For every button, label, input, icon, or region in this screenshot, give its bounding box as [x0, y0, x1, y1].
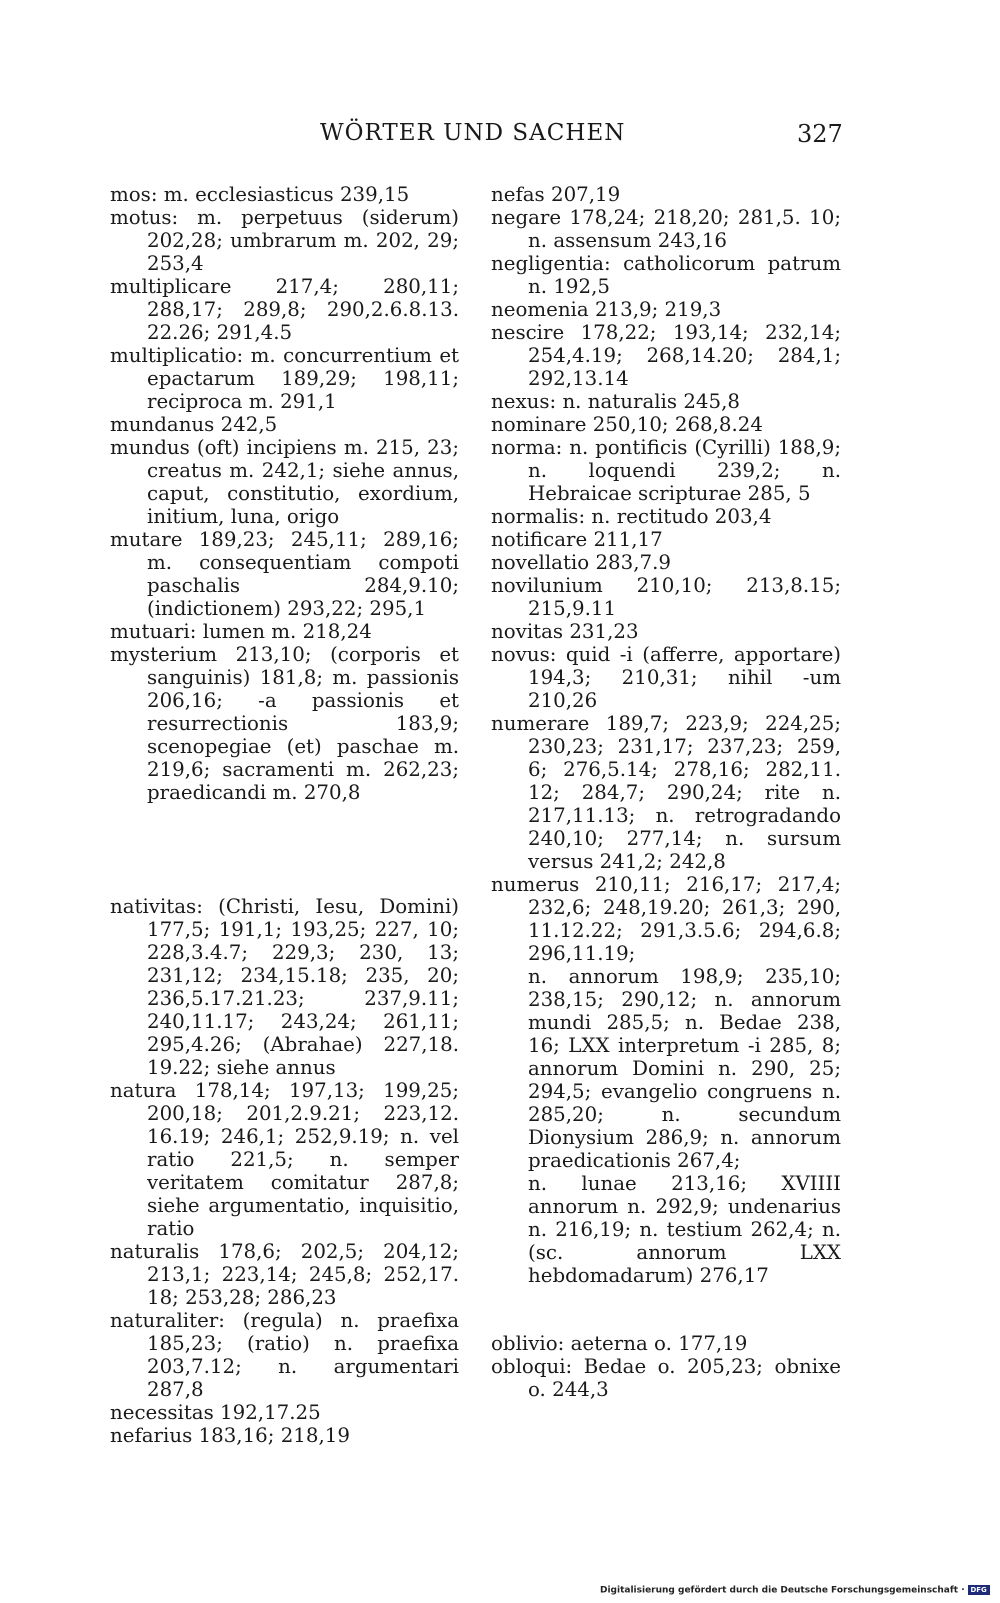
index-entry: mundus (oft) incipiens m. 215, 23; creatus m. 242,1; siehe annus, caput, constitutio, exordium, initium, luna, origo — [110, 436, 459, 528]
section-gap — [491, 1287, 841, 1332]
index-entry: novitas 231,23 — [491, 620, 639, 643]
index-entry: nefarius 183,16; 218,19 — [110, 1424, 350, 1447]
index-entry: novellatio 283,7.9 — [491, 551, 671, 574]
index-entry: negligentia: catholicorum patrum n. 192,5 — [491, 252, 841, 298]
index-entry: mutare 189,23; 245,11; 289,16; m. consequentiam compoti paschalis 284,9.10; (indictionem) 293,22; 295,1 — [110, 528, 459, 620]
index-entry: natura 178,14; 197,13; 199,25; 200,18; 201,2.9.21; 223,12. 16.19; 246,1; 252,9.19; n. vel ratio 221,5; n. semper veritatem comitatur 287,8; siehe argumentatio, inquisitio, ratio — [110, 1079, 459, 1240]
index-entry: nativitas: (Christi, Iesu, Domini) 177,5; 191,1; 193,25; 227, 10; 228,3.4.7; 229,3; 230, 13; 231,12; 234,15.18; 235, 20; 236,5.17.21.23; 237,9.11; 240,11.17; 243,24; 261,11; 295,4.26; (Abrahae) 227,18. 19.22; siehe annus — [110, 895, 459, 1079]
index-entry: nescire 178,22; 193,14; 232,14; 254,4.19; 268,14.20; 284,1; 292,13.14 — [491, 321, 841, 390]
index-entry: normalis: n. rectitudo 203,4 — [491, 505, 772, 528]
index-entry: numerus 210,11; 216,17; 217,4; 232,6; 248,19.20; 261,3; 290, 11.12.22; 291,3.5.6; 294,6.8; 296,11.19; — [491, 873, 841, 965]
digitization-footer — [600, 1585, 990, 1596]
index-entry: negare 178,24; 218,20; 281,5. 10; n. assensum 243,16 — [491, 206, 841, 252]
index-entry: numerare 189,7; 223,9; 224,25; 230,23; 231,17; 237,23; 259, 6; 276,5.14; 278,16; 282,11. 12; 284,7; 290,24; rite n. 217,11.13; n. retrogradando 240,10; 277,14; n. sursum versus 241,2; 242,8 — [491, 712, 841, 873]
index-entry: naturalis 178,6; 202,5; 204,12; 213,1; 223,14; 245,8; 252,17. 18; 253,28; 286,23 — [110, 1240, 459, 1309]
index-entry: novus: quid -i (afferre, apportare) 194,3; 210,31; nihil -um 210,26 — [491, 643, 841, 712]
index-entry: obloqui: Bedae o. 205,23; obnixe o. 244,3 — [491, 1355, 841, 1401]
index-entry: multiplicatio: m. concurrentium et epactarum 189,29; 198,11; reciproca m. 291,1 — [110, 344, 459, 413]
index-entry: nominare 250,10; 268,8.24 — [491, 413, 763, 436]
index-entry: neomenia 213,9; 219,3 — [491, 298, 722, 321]
section-gap — [110, 804, 459, 895]
index-entry: nefas 207,19 — [491, 183, 621, 206]
index-column-right — [491, 183, 841, 1401]
index-entry: norma: n. pontificis (Cyrilli) 188,9; n. loquendi 239,2; n. Hebraicae scripturae 285, 5 — [491, 436, 841, 505]
index-entry: naturaliter: (regula) n. praefixa 185,23; (ratio) n. praefixa 203,7.12; n. argumentari 287,8 — [110, 1309, 459, 1401]
index-subentry: n. annorum 198,9; 235,10; 238,15; 290,12; n. annorum mundi 285,5; n. Bedae 238, 16; LXX interpretum -i 285, 8; annorum Domini n. 290, 25; 294,5; evangelio congruens n. 285,20; n. secundum Dionysium 286,9; n. annorum praedicationis 267,4; — [528, 965, 841, 1172]
index-entry: multiplicare 217,4; 280,11; 288,17; 289,8; 290,2.6.8.13. 22.26; 291,4.5 — [110, 275, 459, 344]
index-entry: novilunium 210,10; 213,8.15; 215,9.11 — [491, 574, 841, 620]
index-entry: mysterium 213,10; (corporis et sanguinis) 181,8; m. passionis 206,16; -a passionis et resurrectionis 183,9; scenopegiae (et) paschae m. 219,6; sacramenti m. 262,23; praedicandi m. 270,8 — [110, 643, 459, 804]
index-column-left — [110, 183, 459, 1447]
index-entry: mutuari: lumen m. 218,24 — [110, 620, 372, 643]
index-subentry: n. lunae 213,16; XVIIII annorum n. 292,9; undenarius n. 216,19; n. testium 262,4; n. (sc. annorum LXX hebdomadarum) 276,17 — [528, 1172, 841, 1287]
index-entry: motus: m. perpetuus (siderum) 202,28; umbrarum m. 202, 29; 253,4 — [110, 206, 459, 275]
footer-text: Digitalisierung gefördert durch die Deutsche Forschungsgemeinschaft · — [600, 1585, 965, 1596]
index-entry: mos: m. ecclesiasticus 239,15 — [110, 183, 410, 206]
index-entry: mundanus 242,5 — [110, 413, 278, 436]
index-entry: oblivio: aeterna o. 177,19 — [491, 1332, 748, 1355]
page-number: 327 — [797, 120, 843, 148]
index-entry: nexus: n. naturalis 245,8 — [491, 390, 740, 413]
dfg-logo-icon: DFG — [968, 1585, 990, 1595]
index-entry: notificare 211,17 — [491, 528, 663, 551]
running-header: WÖRTER UND SACHEN — [320, 120, 626, 146]
index-entry: necessitas 192,17.25 — [110, 1401, 321, 1424]
